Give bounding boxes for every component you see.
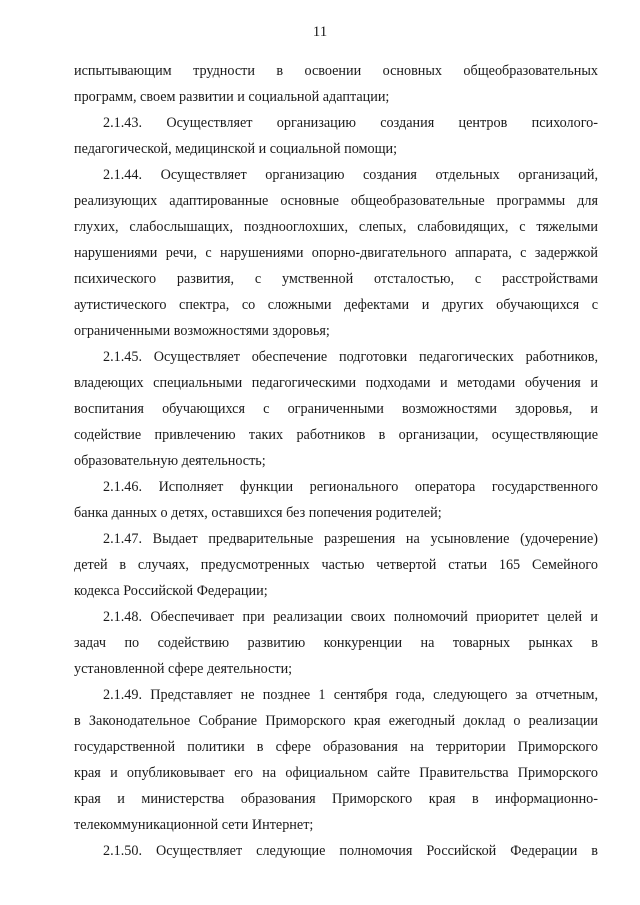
text-line: 2.1.46. Исполняет функции регионального оператора государственного [103,479,598,495]
text-line: установленной сфере деятельности; [74,661,293,677]
page-number: 11 [312,24,328,40]
text-line: образовательную деятельность; [74,453,266,469]
text-line: государственной политики в сфере образования на территории Приморского [74,739,598,755]
text-line: телекоммуникационной сети Интернет; [74,817,314,833]
text-line: 2.1.49. Представляет не позднее 1 сентября года, следующего за отчетным, [103,687,598,703]
text-line: в Законодательное Собрание Приморского края ежегодный доклад о реализации [74,713,598,729]
text-line: 2.1.43. Осуществляет организацию создания центров психолого- [103,115,598,131]
paragraph-2-1-47 [74,526,598,604]
paragraph-2-1-48 [74,604,598,682]
document-body [74,58,598,864]
text-line: нарушениями речи, с нарушениями опорно-двигательного аппарата, с задержкой [74,245,598,261]
text-line: 2.1.50. Осуществляет следующие полномочия Российской Федерации в [103,843,598,859]
paragraph-2-1-43 [74,110,598,162]
text-line: края и министерства образования Приморского края в информационно- [74,791,598,807]
text-line: ограниченными возможностями здоровья; [74,323,330,339]
text-line: глухих, слабослышащих, позднооглохших, слепых, слабовидящих, с тяжелыми [74,219,598,235]
text-line: 2.1.47. Выдает предварительные разрешения на усыновление (удочерение) [103,531,598,547]
text-line: владеющих специальными педагогическими подходами и методами обучения и [74,375,598,391]
text-line: 2.1.48. Обеспечивает при реализации своих полномочий приоритет целей и [103,609,598,625]
text-line: банка данных о детях, оставшихся без попечения родителей; [74,505,442,521]
text-line: 2.1.44. Осуществляет организацию создания отдельных организаций, [103,167,598,183]
paragraph-2-1-49 [74,682,598,838]
paragraph-continuation [74,58,598,110]
text-line: аутистического спектра, со сложными дефектами и других обучающихся с [74,297,598,313]
text-line: испытывающим трудности в освоении основных общеобразовательных [74,63,598,79]
text-line: задач по содействию развитию конкуренции на товарных рынках в [74,635,598,651]
text-line: программ, своем развитии и социальной адаптации; [74,89,390,105]
text-line: 2.1.45. Осуществляет обеспечение подготовки педагогических работников, [103,349,598,365]
text-line: детей в случаях, предусмотренных частью четвертой статьи 165 Семейного [74,557,598,573]
text-line: психического развития, с умственной отсталостью, с расстройствами [74,271,598,287]
paragraph-2-1-46 [74,474,598,526]
text-line: содействие привлечению таких работников в организации, осуществляющие [74,427,598,443]
text-line: воспитания обучающихся с ограниченными возможностями здоровья, и [74,401,598,417]
text-line: педагогической, медицинской и социальной помощи; [74,141,398,157]
text-line: реализующих адаптированные основные общеобразовательные программы для [74,193,598,209]
text-line: кодекса Российской Федерации; [74,583,268,599]
paragraph-2-1-44 [74,162,598,344]
paragraph-2-1-45 [74,344,598,474]
paragraph-2-1-50 [74,838,598,864]
text-line: края и опубликовывает его на официальном сайте Правительства Приморского [74,765,598,781]
